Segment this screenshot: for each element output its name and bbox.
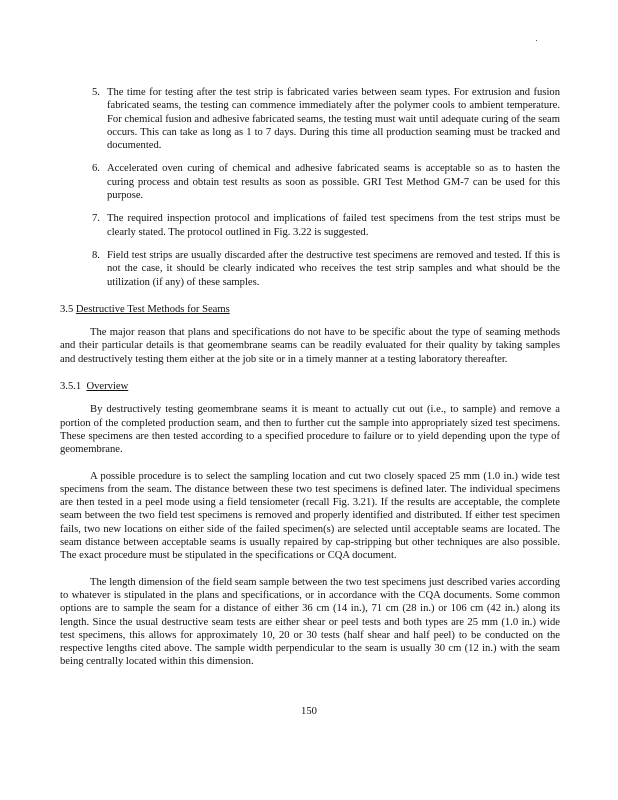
list-number: 8. — [92, 249, 100, 261]
list-text: The required inspection protocol and implications of failed test specimens from the test strips must be clearly stated. The protocol outlined in Fig. 3.22 is suggested. — [107, 213, 560, 238]
list-item-5 — [92, 86, 560, 152]
list-text: Field test strips are usually discarded after the destructive test specimens are removed and tested. If this is not the case, it should be clearly indicated who receives the test strip samples and what should be the utilization (if any) of these samples. — [107, 249, 560, 288]
section-3-5-paragraph: The major reason that plans and specifications do not have to be specific about the type of seaming methods and their particular details is that geomembrane seams can be readily evaluated for their quality by taking samples and destructively testing them either at the job site or in a timely manner at a testing laboratory thereafter. — [60, 327, 560, 365]
section-title: Destructive Test Methods for Seams — [75, 303, 230, 315]
section-number: 3.5 — [60, 303, 74, 315]
list-item-8 — [92, 249, 560, 289]
section-number: 3.5.1 — [60, 381, 82, 393]
overview-paragraph-1: By destructively testing geomembrane seams it is meant to actually cut out (i.e., to sample) and remove a portion of the completed production seam, and then to further cut the sample into appropriately sized test specimens. These specimens are then tested according to a specified procedure to failure or to yield depending upon the type of geomembrane. — [60, 404, 560, 456]
overview-paragraph-3: The length dimension of the field seam sample between the two test specimens just described varies according to whatever is stipulated in the plans and specifications, or in accordance with the CQA documents. Some common options are to sample the seam for a distance of either 36 cm (14 in.), 71 cm (28 in.) or 106 cm (42 in.) along its length. Since the usual destructive seam tests are either shear or peel tests and both types are 25 mm (1.0 in.) wide test specimens, this allows for approximately 10, 20 or 30 tests (half shear and half peel) to be conducted on the respective lengths cited above. The sample width perpendicular to the seam is usually 30 cm (12 in.) with the seam being centrally located within this dimension. — [60, 576, 560, 668]
list-number: 5. — [92, 87, 100, 98]
scan-speck — [536, 40, 537, 41]
section-title: Overview — [86, 381, 129, 393]
list-text: Accelerated oven curing of chemical and adhesive fabricated seams is acceptable so as to hasten the curing process and obtain test results as soon as possible. GRI Test Method GM-7 can be used for this purpose. — [107, 163, 560, 202]
overview-paragraph-2: A possible procedure is to select the sampling location and cut two closely spaced 25 mm (1.0 in.) wide test specimens from the seam. The distance between these two test specimens is defined later. The individual specimens are then tested in a peel mode using a field tensiometer (recall Fig. 3.21). If the results are acceptable, the complete seam between the two field test specimens is removed and properly identified and distributed. If either test specimen fails, two new locations on either side of the failed specimen(s) are selected until acceptable seams are located. The seam distance between acceptable seams is usually repaired by cap-stripping but other techniques are also possible. The exact procedure must be stipulated in the specifications or CQA document. — [60, 470, 560, 562]
section-heading-3-5-1 — [60, 380, 560, 393]
list-number: 6. — [92, 163, 100, 175]
list-item-7 — [92, 212, 560, 239]
page-number: 150 — [301, 705, 317, 717]
list-number: 7. — [92, 213, 100, 225]
list-text: The time for testing after the test strip is fabricated varies between seam types. For extrusion and fusion fabricated seams, the testing can commence immediately after the polymer cools to ambient temperature. For chemical fusion and adhesive fabricated seams, the testing must wait until adequate curing of the seam occurs. This can take as long as 1 to 7 days. During this time all production seaming must be tracked and documented. — [107, 87, 560, 152]
section-heading-3-5 — [60, 303, 560, 316]
list-item-6 — [92, 162, 560, 202]
